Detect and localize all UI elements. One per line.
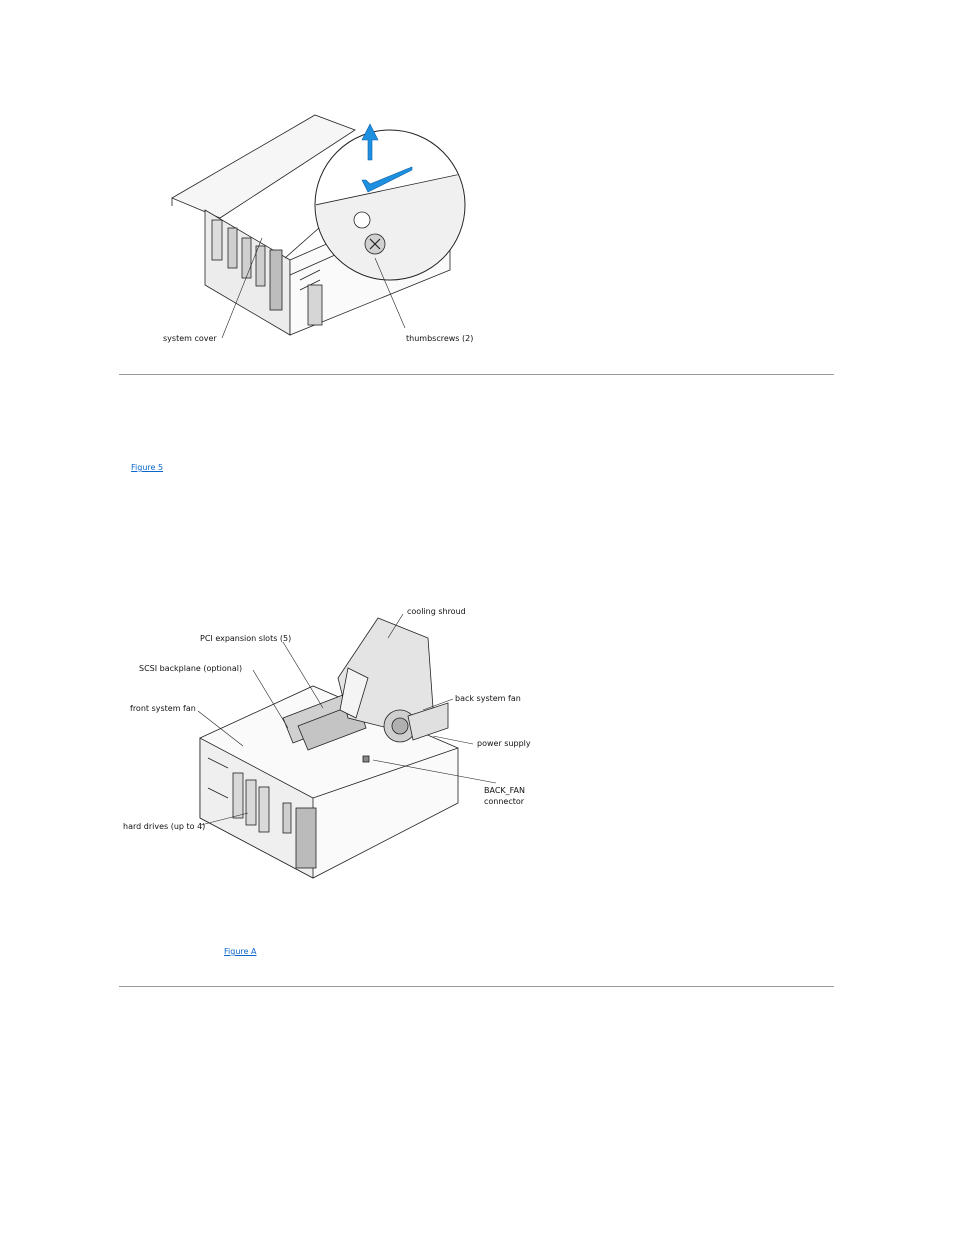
open-chassis-drawing	[200, 618, 458, 878]
callout-hard-drives: hard drives (up to 4)	[123, 822, 206, 831]
callout-back-fan-connector: BACK_FAN	[484, 786, 525, 795]
section-divider	[119, 374, 834, 375]
callout-back-fan-connector-2: connector	[484, 797, 525, 806]
callout-front-fan: front system fan	[130, 704, 196, 713]
link-figure-5[interactable]: Figure 5	[131, 463, 164, 472]
callout-cooling-shroud: cooling shroud	[407, 607, 466, 616]
callout-thumbscrews: thumbscrews (2)	[406, 334, 474, 343]
callout-system-cover: system cover	[163, 334, 217, 343]
callout-back-fan: back system fan	[455, 694, 521, 703]
callout-pci-slots: PCI expansion slots (5)	[200, 634, 292, 643]
inside-system-figure	[118, 598, 538, 888]
callout-scsi-backplane: SCSI backplane (optional)	[139, 664, 243, 673]
callout-power-supply: power supply	[477, 739, 531, 748]
section-divider-2	[119, 986, 834, 987]
link-figure-a[interactable]: Figure A	[224, 947, 257, 956]
system-cover-removal-figure	[150, 110, 490, 350]
